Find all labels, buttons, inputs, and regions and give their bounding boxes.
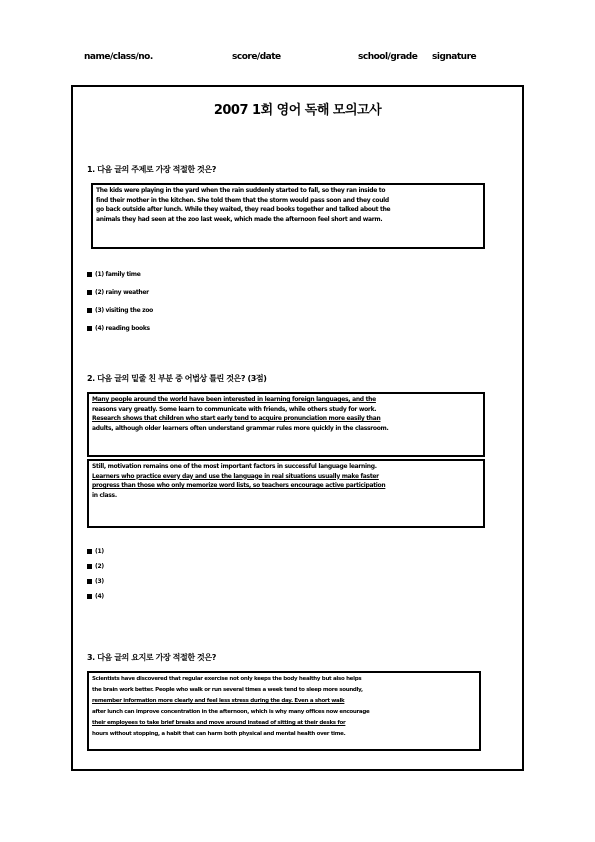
passage-line: remember information more clearly and feel less stress during the day. Even a short walk xyxy=(92,698,345,704)
header-field: name/class/no. xyxy=(84,52,153,62)
passage-line: go back outside after lunch. While they waited, they read books together and talked about the xyxy=(96,206,391,213)
passage-line: find their mother in the kitchen. She told them that the storm would pass soon and they could xyxy=(96,196,389,204)
passage-line: adults, although older learners often understand grammar rules more quickly in the classroom. xyxy=(92,424,389,432)
answer-choice[interactable]: (3) xyxy=(87,574,104,589)
answer-choice[interactable]: (1) family time xyxy=(87,266,153,284)
question-2-heading: 2. 다음 글의 밑줄 친 부분 중 어법상 틀린 것은? (3점) xyxy=(87,374,267,383)
exam-title: 2007 1회 영어 독해 모의고사 xyxy=(213,103,382,118)
header-field: score/date xyxy=(232,52,281,62)
question-2-choices xyxy=(87,544,104,604)
question-2-passage-a xyxy=(87,392,485,457)
passage-line: after lunch can improve concentration in the afternoon, which is why many offices now encourage xyxy=(92,709,370,715)
passage-line: their employees to take brief breaks and move around instead of sitting at their desks for xyxy=(92,720,346,726)
passage-line: Research shows that children who start early tend to acquire pronunciation more easily than xyxy=(92,415,381,422)
question-3-heading: 3. 다음 글의 요지로 가장 적절한 것은? xyxy=(87,653,216,662)
passage-line: Many people around the world have been interested in learning foreign languages, and the xyxy=(92,396,376,403)
header-field: school/grade xyxy=(358,52,418,62)
passage-line: The kids were playing in the yard when the rain suddenly started to fall, so they ran inside to xyxy=(96,187,386,194)
answer-choice[interactable]: (4) xyxy=(87,589,104,604)
question-1-heading: 1. 다음 글의 주제로 가장 적절한 것은? xyxy=(87,165,216,174)
answer-choice[interactable]: (3) visiting the zoo xyxy=(87,302,153,320)
question-2-passage-b xyxy=(87,459,485,528)
question-3-passage xyxy=(87,671,481,751)
question-1-choices xyxy=(87,266,153,338)
header-field: signature xyxy=(432,52,477,62)
passage-line: in class. xyxy=(92,491,117,499)
passage-line: hours without stopping, a habit that can harm both physical and mental health over time. xyxy=(92,731,346,737)
answer-choice[interactable]: (2) xyxy=(87,559,104,574)
passage-line: Learners who practice every day and use the language in real situations usually make faster xyxy=(92,472,379,480)
passage-line: the brain work better. People who walk or run several times a week tend to sleep more soundly, xyxy=(92,687,363,693)
answer-choice[interactable]: (2) rainy weather xyxy=(87,284,153,302)
answer-choice[interactable]: (4) reading books xyxy=(87,320,153,338)
passage-line: reasons vary greatly. Some learn to communicate with friends, while others study for work. xyxy=(92,405,377,413)
exam-sheet xyxy=(71,85,524,771)
passage-line: progress than those who only memorize word lists, so teachers encourage active participation xyxy=(92,482,386,489)
answer-choice[interactable]: (1) xyxy=(87,544,104,559)
passage-line: animals they had seen at the zoo last week, which made the afternoon feel short and warm. xyxy=(96,215,383,223)
question-1-passage xyxy=(91,183,485,249)
passage-line: Scientists have discovered that regular exercise not only keeps the body healthy but also helps xyxy=(92,676,362,682)
passage-line: Still, motivation remains one of the most important factors in successful language learning. xyxy=(92,463,377,470)
